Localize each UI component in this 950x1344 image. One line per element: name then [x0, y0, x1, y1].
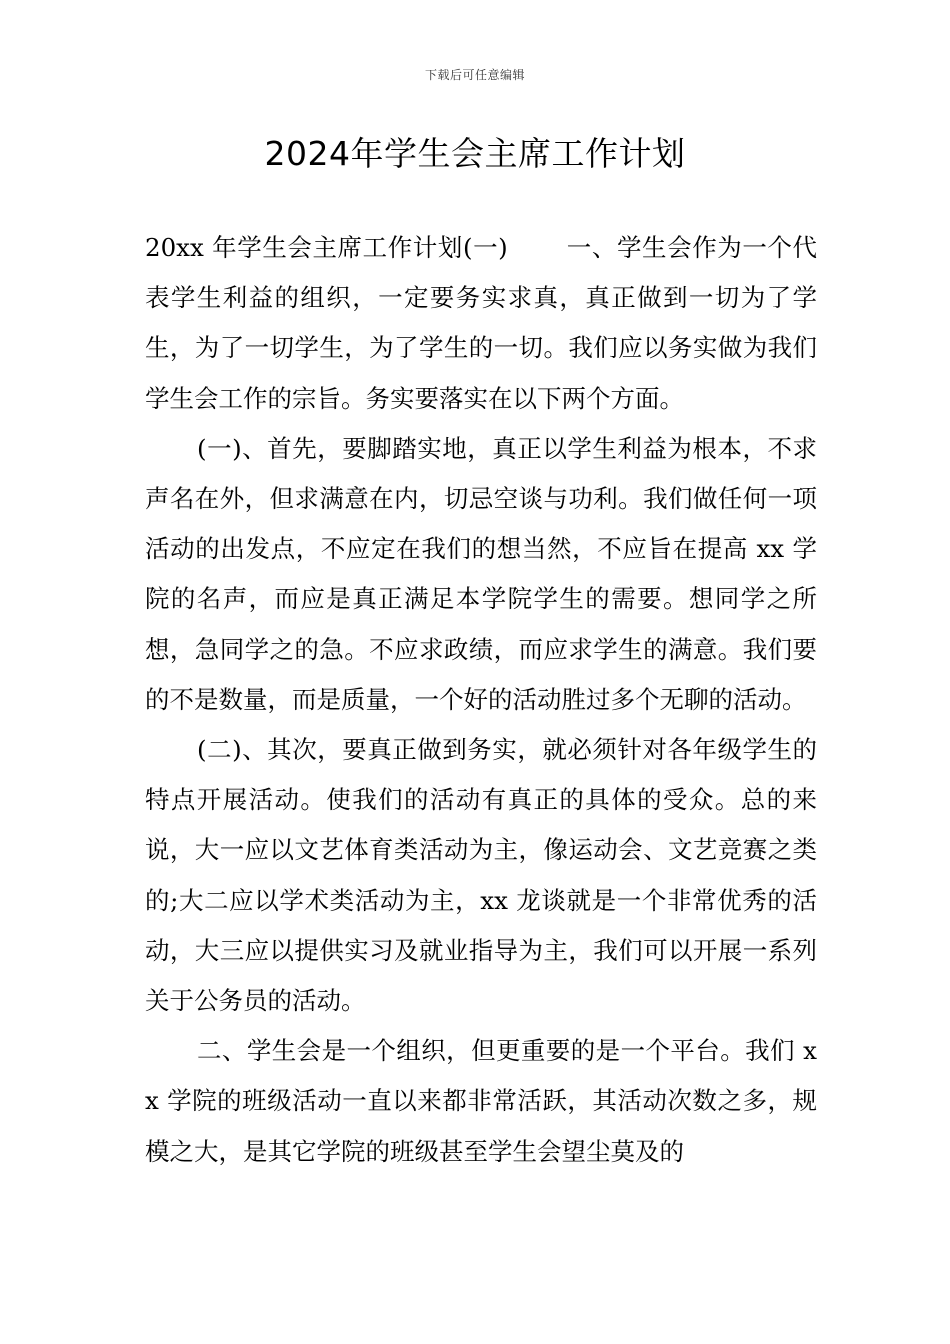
document-body	[145, 223, 817, 1177]
document-title: 2024年学生会主席工作计划	[264, 134, 686, 173]
paragraph-first-point: (一)、首先，要脚踏实地，真正以学生利益为根本，不求声名在外，但求满意在内，切忌空谈与功利。我们做任何一项活动的出发点，不应定在我们的想当然，不应旨在提高 xx 学院的名声，而应是真正满足本学院学生的需要。想同学之所想，急同学之的急。不应求政绩，而应求学生的满意。我们要的不是数量，而是质量，一个好的活动胜过多个无聊的活动。	[145, 433, 817, 714]
header-note: 下载后可任意编辑	[424, 68, 525, 82]
paragraph-platform: 二、学生会是一个组织，但更重要的是一个平台。我们 xx 学院的班级活动一直以来都非常活跃，其活动次数之多，规模之大，是其它学院的班级甚至学生会望尘莫及的	[145, 1036, 817, 1166]
paragraph-intro: 20xx 年学生会主席工作计划(一) 一、学生会作为一个代表学生利益的组织，一定要务实求真，真正做到一切为了学生，为了一切学生，为了学生的一切。我们应以务实做为我们学生会工作的宗旨。务实要落实在以下两个方面。	[145, 233, 817, 413]
paragraph-second-point: (二)、其次，要真正做到务实，就必须针对各年级学生的特点开展活动。使我们的活动有真正的具体的受众。总的来说，大一应以文艺体育类活动为主，像运动会、文艺竞赛之类的;大二应以学术类活动为主，xx 龙谈就是一个非常优秀的活动，大三应以提供实习及就业指导为主，我们可以开展一系列关于公务员的活动。	[145, 735, 817, 1016]
